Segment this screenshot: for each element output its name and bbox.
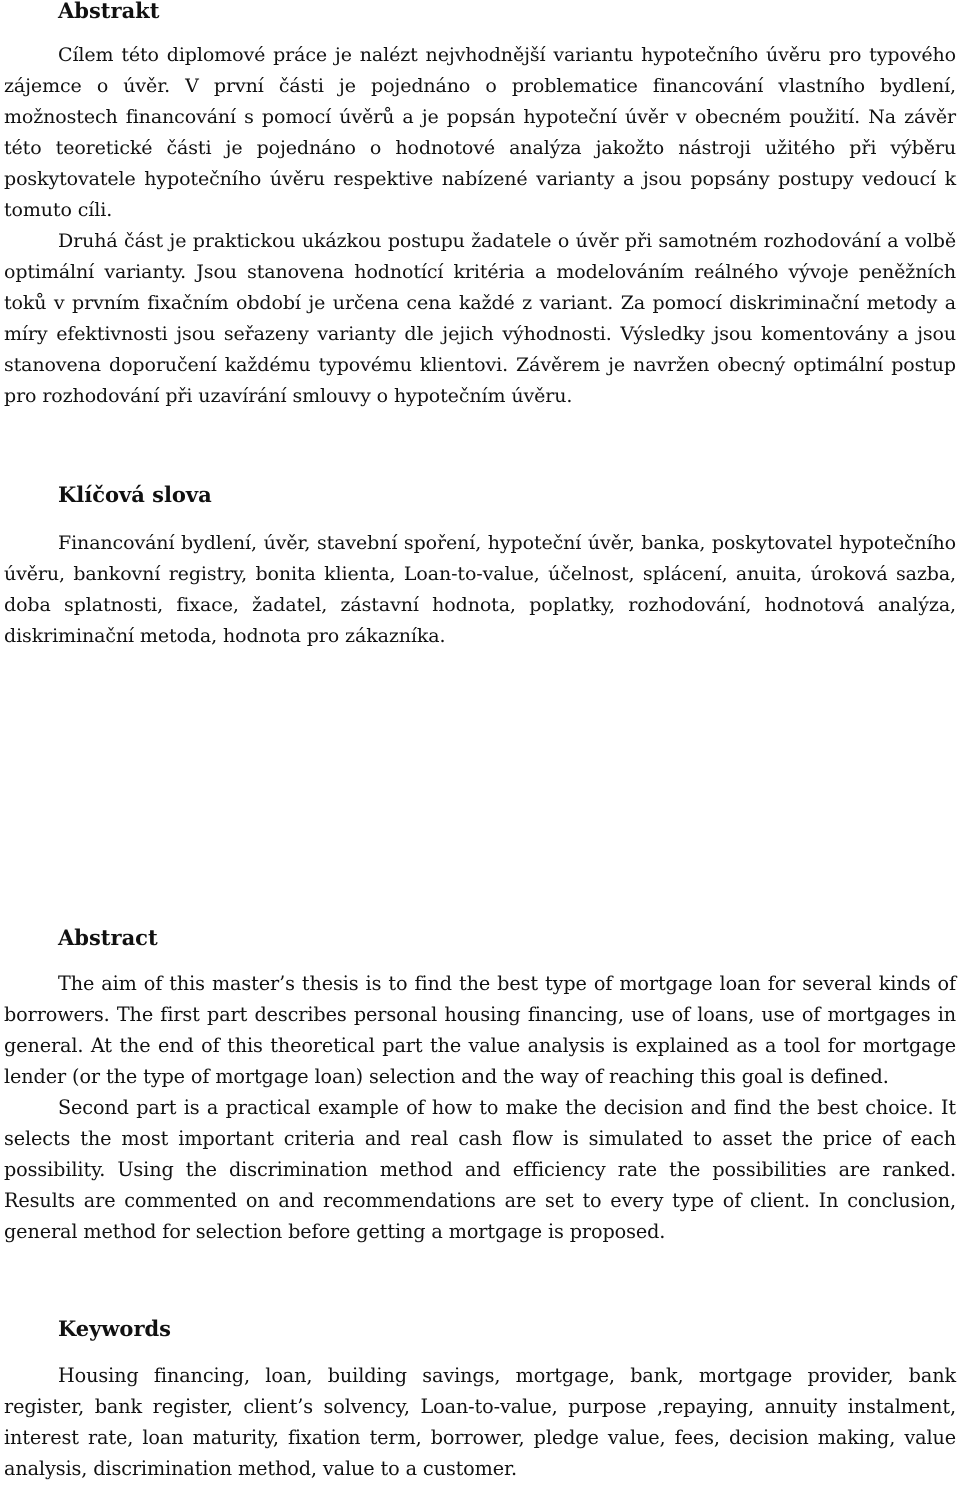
- keywords-text: Housing financing, loan, building savings, mortgage, bank, mortgage provider, bank register, bank register, client’s solvency, Loan-to-value, purpose ,repaying, annuity instalment, interest rate, loan maturity, fixation term, borrower, pledge value, fees, decision making, value analysis, discrimination method, value to a customer.: [4, 1364, 956, 1480]
- keywords-body: [4, 1360, 956, 1484]
- klicova-slova-heading: Klíčová slova: [58, 482, 212, 507]
- abstrakt-body: [4, 40, 956, 412]
- abstract-heading: Abstract: [58, 925, 158, 950]
- abstrakt-heading: Abstrakt: [58, 0, 160, 23]
- klicova-slova-body: [4, 528, 956, 652]
- abstrakt-paragraph-2: Druhá část je praktickou ukázkou postupu žadatele o úvěr při samotném rozhodování a volbě optimální varianty. Jsou stanovena hodnotící kritéria a modelováním reálného vývoje peněžních toků v prvním fixačním období je určena cena každé z variant. Za pomocí diskriminační metody a míry efektivnosti jsou seřazeny varianty dle jejich výhodnosti. Výsledky jsou komentovány a jsou stanovena doporučení každému typovému klientovi. Závěrem je navržen obecný optimální postup pro rozhodování při uzavírání smlouvy o hypotečním úvěru.: [4, 230, 956, 407]
- keywords-heading: Keywords: [58, 1316, 172, 1341]
- abstract-paragraph-2: Second part is a practical example of how to make the decision and find the best choice. It selects the most important criteria and real cash flow is simulated to asset the price of each possibility. Using the discrimination method and efficiency rate the possibilities are ranked. Results are commented on and recommendations are set to every type of client. In conclusion, general method for selection before getting a mortgage is proposed.: [4, 1096, 956, 1243]
- abstrakt-paragraph-1: Cílem této diplomové práce je nalézt nejvhodnější variantu hypotečního úvěru pro typového zájemce o úvěr. V první části je pojednáno o problematice financování vlastního bydlení, možnostech financování s pomocí úvěrů a je popsán hypoteční úvěr v obecném použití. Na závěr této teoretické části je pojednáno o hodnotové analýza jakožto nástroji užitého při výběru poskytovatele hypotečního úvěru respektive nabízené varianty a jsou popsány postupy vedoucí k tomuto cíli.: [4, 44, 956, 221]
- klicova-slova-text: Financování bydlení, úvěr, stavební spoření, hypoteční úvěr, banka, poskytovatel hypotečního úvěru, bankovní registry, bonita klienta, Loan-to-value, účelnost, splácení, anuita, úroková sazba, doba splatnosti, fixace, žadatel, zástavní hodnota, poplatky, rozhodování, hodnotová analýza, diskriminační metoda, hodnota pro zákazníka.: [4, 532, 956, 647]
- abstract-body: [4, 968, 956, 1247]
- abstract-paragraph-1: The aim of this master’s thesis is to find the best type of mortgage loan for several kinds of borrowers. The first part describes personal housing financing, use of loans, use of mortgages in general. At the end of this theoretical part the value analysis is explained as a tool for mortgage lender (or the type of mortgage loan) selection and the way of reaching this goal is defined.: [4, 972, 956, 1088]
